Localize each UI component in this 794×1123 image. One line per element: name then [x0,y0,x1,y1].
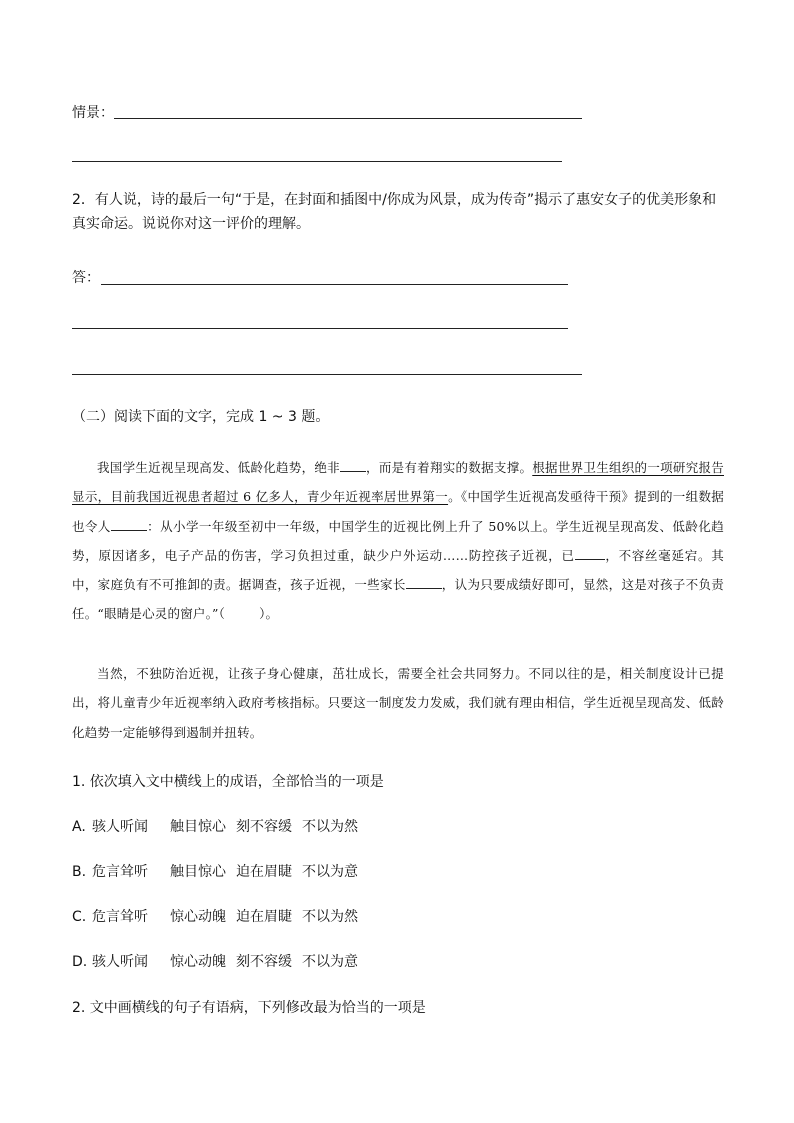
option-item: 不以为意 [302,864,358,880]
option-item: 触目惊心 [170,864,226,880]
option-item: 骇人听闻 [92,819,148,835]
scenario-answer-line-1[interactable] [114,118,582,119]
option-item: 惊心动魄 [170,909,226,925]
passage-text: ）。 [259,606,279,622]
option-item: 惊心动魄 [170,954,226,970]
option-d[interactable] [72,952,358,972]
option-item: 危言耸听 [92,909,148,925]
section-heading: （二）阅读下面的文字，完成 1 ~ 3 题。 [72,409,330,425]
answer-label: 答： [72,270,100,286]
option-item: 不以为意 [302,954,358,970]
option-item: 迫在眉睫 [236,909,292,925]
option-item: 不以为然 [302,819,358,835]
question-2-stem: 2. 文中画横线的句子有语病，下列修改最为恰当的一项是 [72,1000,426,1016]
passage-text: 。《中国学生近视高发亟待干预》提到的一组数据也令人 [72,489,724,534]
option-item: 骇人听闻 [92,954,148,970]
passage-paragraph-1 [72,453,724,629]
option-item: 不以为然 [302,909,358,925]
option-letter: C. [72,909,87,925]
passage-text: ，认为只要成绩好即可，显然，这是对孩子不负责任。“眼睛是心灵的窗户。”（ [72,577,725,622]
option-a[interactable] [72,817,358,837]
fill-blank-4[interactable] [406,574,442,589]
answer-line-2[interactable] [72,328,568,329]
option-item: 危言耸听 [92,864,148,880]
answer-line-3[interactable] [72,374,582,375]
passage-text: ，不容丝毫延宕。其中，家庭负有不可推卸的责。据调查，孩子近视，一些家长 [72,547,724,593]
question-1-stem: 1. 依次填入文中横线上的成语，全部恰当的一项是 [72,774,384,790]
answer-row [72,268,100,288]
scenario-answer-line-2[interactable] [72,161,562,162]
fill-blank-1[interactable] [340,457,366,472]
passage-text: 我国学生近视呈现高发、低龄化趋势，绝非 [97,460,340,475]
scenario-row [72,103,114,123]
question-2-text: 2．有人说，诗的最后一句“于是，在封面和插图中/你成为风景，成为传奇”揭示了惠安女子的优美形象和真实命运。说说你对这一评价的理解。 [72,192,717,232]
fill-blank-3[interactable] [575,545,605,560]
scenario-label: 情景： [72,105,114,121]
passage-paragraph-2: 当然，不独防治近视，让孩子身心健康，茁壮成长，需要全社会共同努力。不同以往的是，相关制度设计已提出，将儿童青少年近视率纳入政府考核指标。只要这一制度发力发威，我们就有理由相信，学生近视呈现高发、低龄化趋势一定能够得到遏制并扭转。 [72,666,724,740]
option-item: 触目惊心 [170,819,226,835]
option-letter: A. [72,819,86,835]
underlined-sentence: 根据世界卫生组织的一项研究报告显示，目前我国近视患者超过 6 亿多人，青少年近视率居世界第一 [72,460,724,505]
option-b[interactable] [72,862,358,882]
option-c[interactable] [72,907,358,927]
option-item: 迫在眉睫 [236,864,292,880]
answer-line-1[interactable] [101,284,568,285]
option-item: 刻不容缓 [236,819,292,835]
option-item: 刻不容缓 [236,954,292,970]
fill-blank-2[interactable] [111,516,147,531]
option-letter: D. [72,954,88,970]
passage-text: ，而是有着翔实的数据支撑。 [365,460,533,475]
option-letter: B. [72,864,87,880]
passage-text: ：从小学一年级至初中一年级，中国学生的近视比例上升了 50%以上。学生近视呈现高发、低龄化趋势，原因诸多，电子产品的伤害，学习负担过重，缺少户外运动……防控孩子近视，已 [72,518,724,563]
